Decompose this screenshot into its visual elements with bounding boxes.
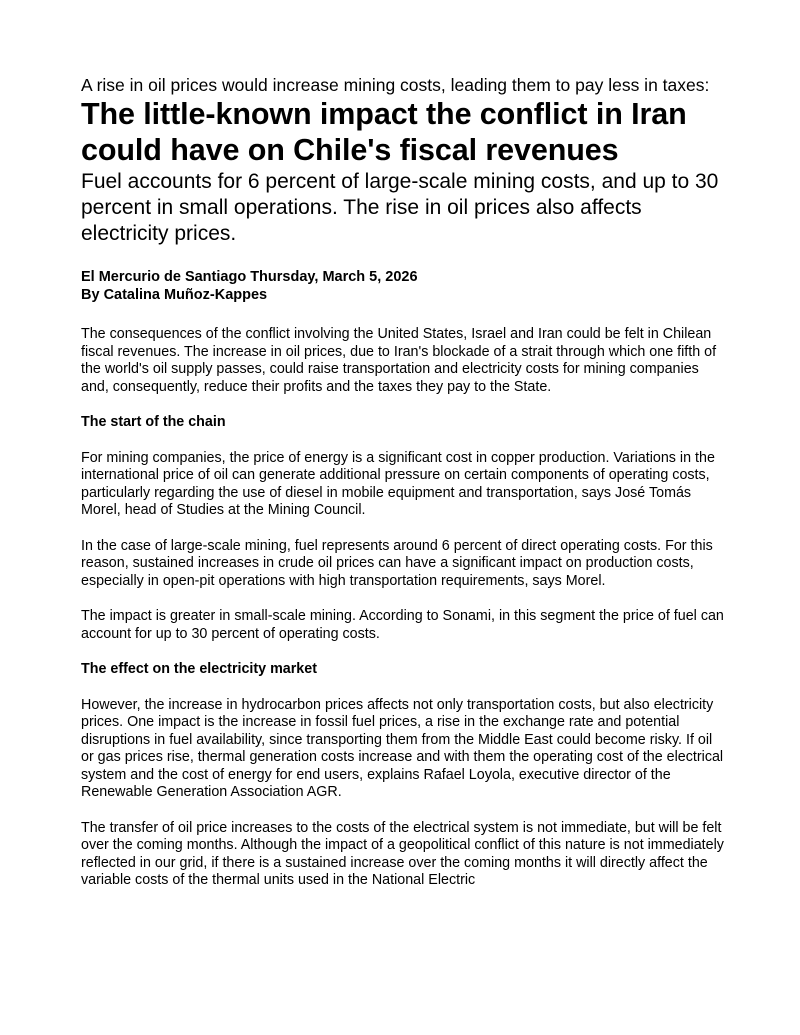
article [81, 74, 726, 890]
article-headline: The little-known impact the conflict in Iran could have on Chile's fiscal revenues [81, 97, 687, 167]
section-heading-electricity-market: The effect on the electricity market [81, 661, 317, 677]
intro-paragraph: The consequences of the conflict involving the United States, Israel and Iran could be felt in Chilean fiscal revenues. The increase in oil prices, due to Iran's blockade of a strait through which one fifth of the world's oil supply passes, could raise transportation and electricity costs for mining companies and, consequently, reduce their profits and the taxes they pay to the State. [81, 326, 717, 395]
paragraph: However, the increase in hydrocarbon prices affects not only transportation costs, but also electricity prices. One impact is the increase in fossil fuel prices, a rise in the exchange rate and potential disruptions in fuel availability, since transporting them from the Middle East could become risky. If oil or gas prices rise, thermal generation costs increase and with them the operating cost of the electrical system and the cost of energy for end users, explains Rafael Loyola, executive director of the Renewable Generation Association AGR. [81, 696, 724, 800]
paragraph: The impact is greater in small-scale mining. According to Sonami, in this segment the price of fuel can account for up to 30 percent of operating costs. [81, 608, 724, 642]
author-line: By Catalina Muñoz-Kappes [81, 287, 268, 303]
article-kicker: A rise in oil prices would increase mining costs, leading them to pay less in taxes: [81, 75, 710, 95]
source-line: El Mercurio de Santiago Thursday, March 5, 2026 [81, 269, 418, 285]
article-subhead: Fuel accounts for 6 percent of large-scale mining costs, and up to 30 percent in small operations. The rise in oil prices also affects electricity prices. [81, 170, 719, 245]
paragraph: In the case of large-scale mining, fuel represents around 6 percent of direct operating costs. For this reason, sustained increases in crude oil prices can have a significant impact on production costs, especially in open-pit operations with high transportation requirements, says Morel. [81, 537, 713, 589]
section-heading-start-of-chain: The start of the chain [81, 414, 226, 430]
byline [81, 268, 726, 304]
paragraph: For mining companies, the price of energy is a significant cost in copper production. Variations in the international price of oil can generate additional pressure on certain components of operating costs, particularly regarding the use of diesel in mobile equipment and transportation, says José Tomás Morel, head of Studies at the Mining Council. [81, 449, 715, 518]
paragraph: The transfer of oil price increases to the costs of the electrical system is not immediate, but will be felt over the coming months. Although the impact of a geopolitical conflict of this nature is not immediately reflected in our grid, if there is a sustained increase over the coming months it will directly affect the variable costs of the thermal units used in the National Electric [81, 819, 724, 888]
